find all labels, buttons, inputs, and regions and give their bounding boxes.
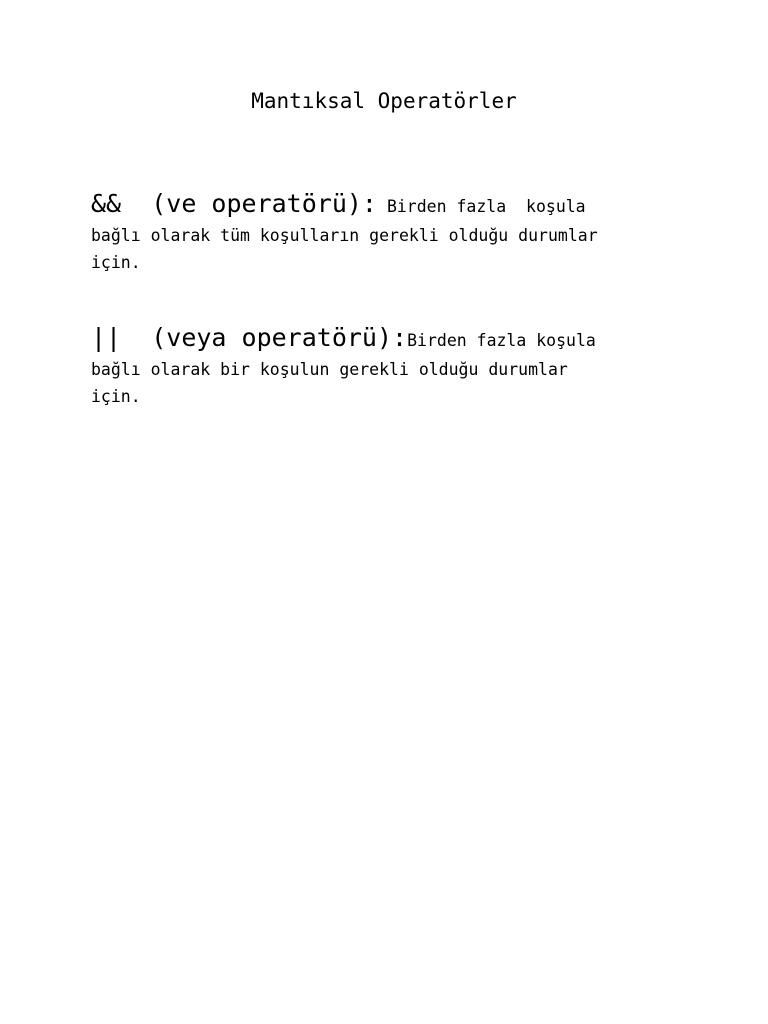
- operator-entry-or: [91, 320, 691, 410]
- operator-name: (ve operatörü):: [151, 189, 377, 218]
- operator-description-line: için.: [91, 253, 141, 272]
- operator-name: (veya operatörü):: [151, 323, 408, 352]
- document-title: Mantıksal Operatörler: [251, 89, 517, 113]
- operator-description-line: bağlı olarak bir koşulun gerekli olduğu durumlar: [91, 360, 568, 379]
- operator-description-line: bağlı olarak tüm koşulların gerekli olduğu durumlar: [91, 226, 598, 245]
- operator-symbol: ||: [91, 323, 122, 352]
- entry-first-line: [91, 186, 691, 222]
- operator-description-start: Birden fazla koşula: [386, 197, 586, 216]
- entry-first-line: [91, 320, 691, 356]
- operator-description-line: için.: [91, 387, 141, 406]
- operator-entry-and: [91, 186, 691, 276]
- operator-description-start: Birden fazla koşula: [407, 331, 596, 350]
- operator-symbol: &&: [91, 189, 122, 218]
